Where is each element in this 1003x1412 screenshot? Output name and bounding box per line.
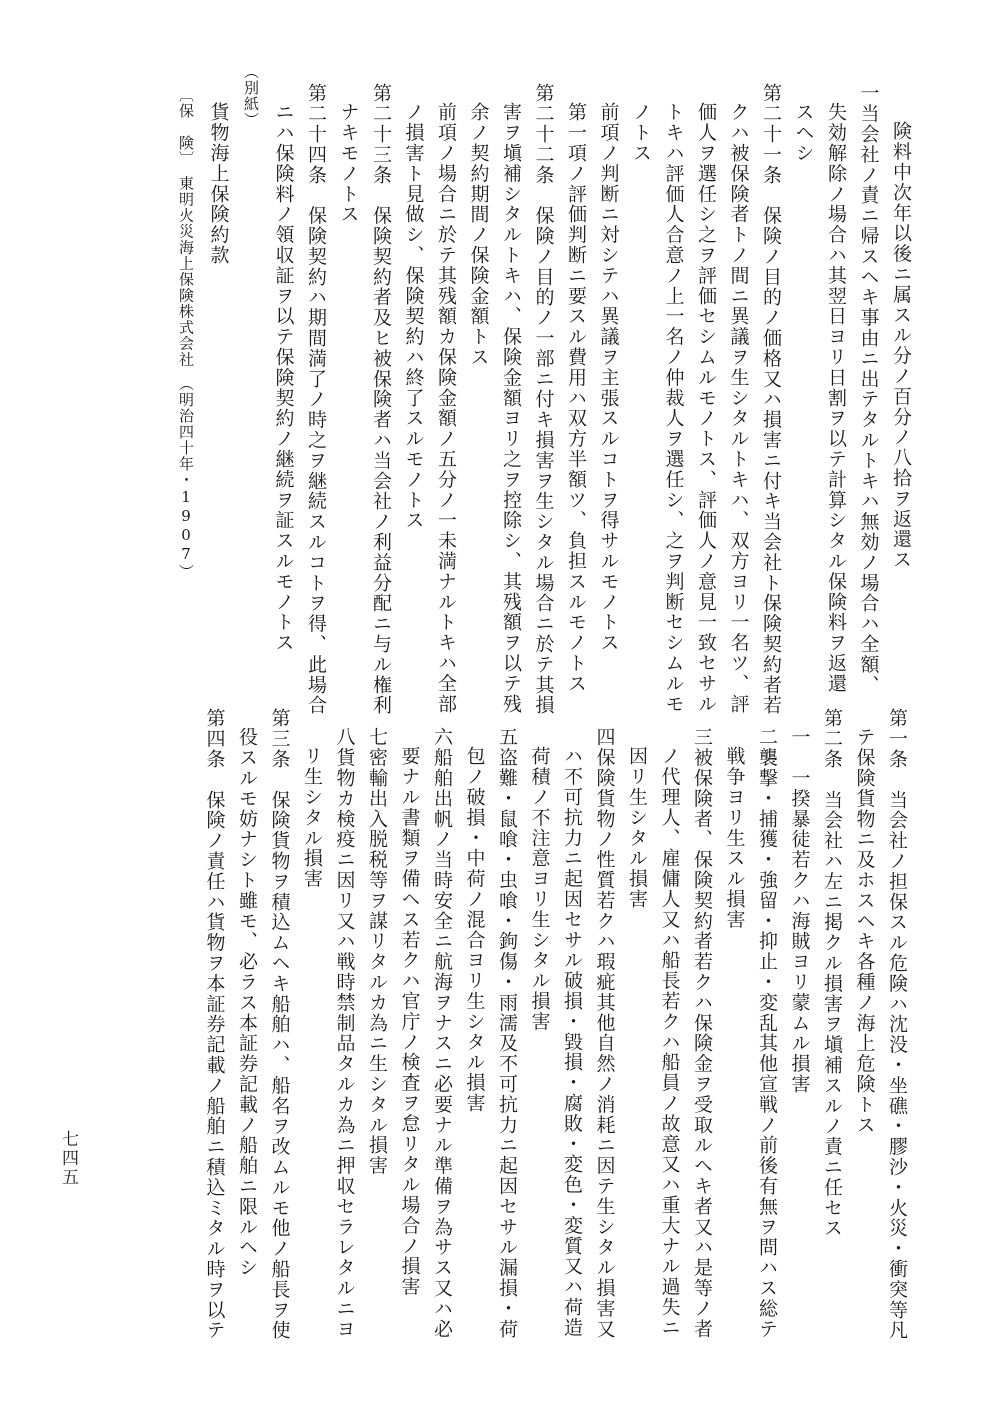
text-line: 二襲撃・捕獲・強留・抑止・変乱其他宣戦ノ前後有無ヲ問ハス総テ [756, 727, 778, 1339]
text-line: 第二十三条 保険契約者及ヒ被保険者ハ当会社ノ利益分配ニ与ル権利 [370, 83, 392, 716]
text-line: 前項ノ場合ニ於テ其残額カ保険金額ノ五分ノ一未満ナルトキハ全部 [435, 102, 457, 714]
text-line: 荷積ノ不注意ヨリ生シタル損害 [528, 746, 551, 1032]
text-line: トキハ評価人合意ノ上一名ノ仲裁人ヲ選任シ、之ヲ判断セシムルモ [662, 102, 685, 714]
text-line: 七密輸出入脱税等ヲ謀リタルカ為ニ生シタル損害 [366, 727, 388, 1176]
text-line: 要ナル書類ヲ備ヘス若クハ官庁ノ検査ヲ怠リタル場合ノ損害 [398, 746, 421, 1297]
year-note: （明治四十年・1907） [177, 383, 195, 580]
text-line: ニハ保険料ノ領収証ヲ以テ保険契約ノ継続ヲ証スルモノトス [272, 102, 295, 653]
text-line: 戦争ヨリ生スル損害 [723, 746, 746, 930]
text-line: 四保険貨物ノ性質若クハ瑕疵其他自然ノ消耗ニ因テ生シタル損害又 [593, 727, 616, 1339]
text-line: クハ被保険者トノ間ニ異議ヲ生シタルトキハ、双方ヨリ一名ツ、評 [727, 102, 750, 714]
appendix-title: 貨物海上保険約款 [207, 102, 230, 266]
text-line: 第二十二条 保険ノ目的ノ一部ニ付キ損害ヲ生シタル場合ニ於テ其損 [532, 83, 555, 716]
text-line: 第二条 当会社ハ左ニ掲クル損害ヲ塡補スルノ責ニ任セス [821, 708, 843, 1239]
text-line: テ保険貨物ニ及ホスヘキ各種ノ海上危険トス [853, 727, 876, 1135]
text-line: ノ損害ト見做シ、保険契約ハ終了スルモノトス [402, 102, 425, 531]
text-line: 前項ノ判断ニ対シテハ異議ヲ主張スルコトヲ得サルモノトス [597, 102, 620, 653]
text-line: 一 一揆暴徒若クハ海賊ヨリ蒙ムル損害 [788, 727, 811, 1095]
text-line: 余ノ契約期間ノ保険金額トス [467, 102, 490, 368]
text-line: 八貨物カ検疫ニ因リ又ハ戦時禁制品タルカ為ニ押収セラレタルニヨ [333, 727, 356, 1339]
text-line: 五盗難・鼠喰・虫喰・鉤傷・雨濡及不可抗力ニ起因セサル漏損・荷 [496, 727, 518, 1339]
upper-text-block [77, 64, 917, 716]
text-line: 因リ生シタル損害 [626, 746, 648, 910]
text-line: 第四条 保険ノ責任ハ貨物ヲ本証券記載ノ船舶ニ積込ミタル時ヲ以テ [203, 708, 226, 1341]
text-line: 役スルモ妨ナシト雖モ、必ラス本証券記載ノ船舶ニ限ルヘシ [236, 727, 258, 1278]
appendix-label: （別紙） [242, 64, 260, 128]
company-name: 東明火災海上保険株式会社 [177, 175, 195, 367]
text-line: 第二十四条 保険契約ハ期間満了ノ時之ヲ継続スルコトヲ得、此場合 [305, 83, 327, 716]
text-line: 六船舶出帆ノ当時安全ニ航海ヲナスニ必要ナル準備ヲ為サス又ハ必 [431, 727, 453, 1339]
text-line: ノ代理人、雇傭人又ハ船長若クハ船員ノ故意又ハ重大ナル過失ニ [658, 746, 681, 1338]
text-line: 価人ヲ選任シ之ヲ評価セシムルモノトス、評価人ノ意見一致セサル [695, 102, 717, 714]
category-label: 〔保 険〕 [177, 86, 195, 159]
text-line: 包ノ破損・中荷ノ混合ヨリ生シタル損害 [463, 746, 486, 1114]
colophon [170, 64, 203, 664]
text-line: 第一条 当会社ノ担保スル危険ハ沈没・坐礁・膠沙・火災・衝突等凡 [886, 708, 908, 1341]
page-number: 七四五 [58, 1130, 78, 1187]
text-line: ナキモノトス [337, 102, 360, 225]
text-line: 険料中次年以後ニ属スル分ノ百分ノ八拾ヲ返還ス [890, 121, 912, 570]
text-line: スヘシ [792, 102, 815, 164]
text-line: 失効解除ノ場合ハ其翌日ヨリ日割ヲ以テ計算シタル保険料ヲ返還 [825, 102, 847, 694]
text-line: 三被保険者、保険契約者若クハ保険金ヲ受取ルヘキ者又ハ是等ノ者 [691, 727, 713, 1339]
text-line: 第一項ノ評価判断ニ要スル費用ハ双方半額ツ、負担スルモノトス [565, 102, 587, 694]
text-line: 第三条 保険貨物ヲ積込ムヘキ船舶ハ、船名ヲ改ムルモ他ノ船長ヲ使 [268, 708, 291, 1341]
text-line: 一当会社ノ責ニ帰スヘキ事由ニ出テタルトキハ無効ノ場合ハ全額、 [857, 83, 880, 695]
lower-text-block [93, 708, 913, 1341]
text-line: ノトス [630, 102, 652, 164]
text-line: リ生シタル損害 [301, 746, 323, 889]
text-line: 害ヲ塡補シタルトキハ、保険金額ヨリ之ヲ控除シ、其残額ヲ以テ残 [500, 102, 522, 714]
text-line: 第二十一条 保険ノ目的ノ価格又ハ損害ニ付キ当会社ト保険契約者若 [760, 83, 782, 716]
text-line: ハ不可抗力ニ起因セサル破損・毀損・腐敗・変色・変質又ハ荷造 [561, 746, 583, 1338]
